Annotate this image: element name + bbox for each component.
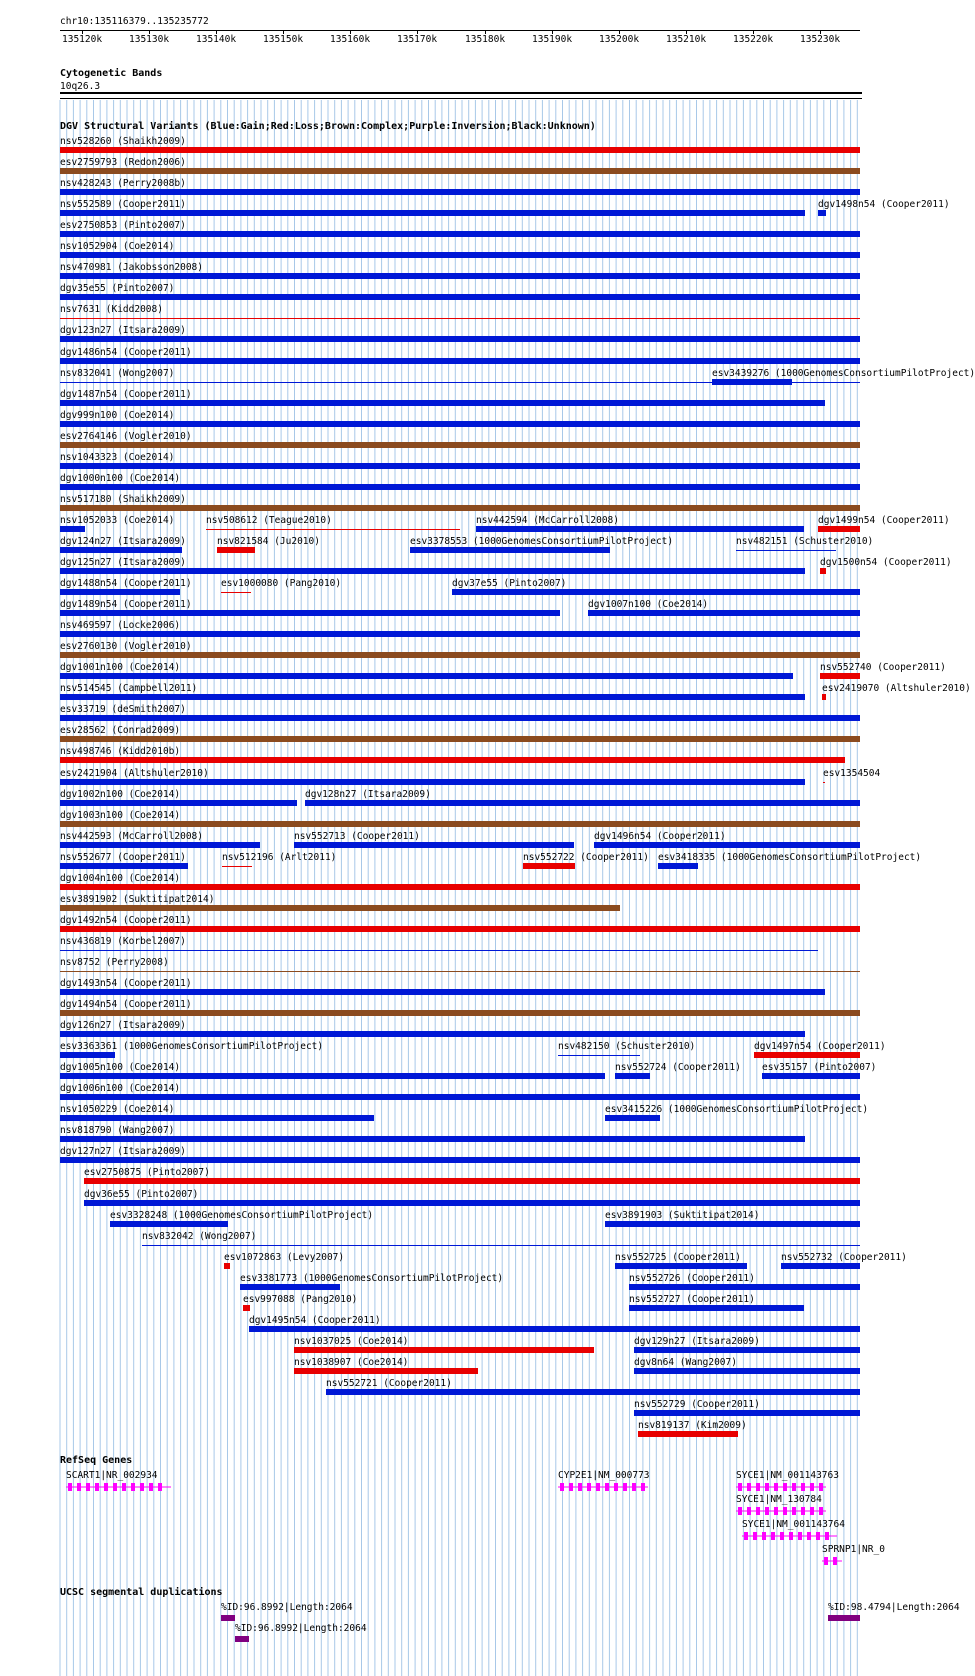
refseq-track-title: RefSeq Genes [60,1455,133,1466]
variant-label[interactable]: nsv482150 (Schuster2010) [558,1041,696,1053]
variant-bar[interactable] [523,863,575,869]
variant-label[interactable]: nsv552729 (Cooper2011) [634,1399,760,1410]
variant-label[interactable]: esv2760130 (Vogler2010) [60,641,192,653]
variant-bar[interactable] [410,547,610,553]
ruler-tick-label: 135190k [532,34,573,45]
variant-bar[interactable] [588,610,860,616]
variant-bar[interactable] [60,673,793,679]
variant-label[interactable]: nsv1038907 (Coe2014) [294,1356,409,1368]
variant-label[interactable]: nsv428243 (Perry2008b) [60,178,186,190]
variant-label[interactable]: nsv821584 (Ju2010) [217,535,320,547]
variant-label[interactable]: dgv128n27 (Itsara2009) [305,788,431,800]
variant-label[interactable]: esv2419070 (Altshuler2010) [822,683,971,695]
variant-label[interactable]: dgv123n27 (Itsara2009) [60,325,186,337]
cytoband-track-title: Cytogenetic Bands [60,68,163,79]
gene-model[interactable] [736,1482,826,1492]
variant-bar[interactable] [60,1136,805,1142]
variant-label[interactable]: dgv1489n54 (Cooper2011) [60,599,192,611]
variant-label[interactable]: esv3378553 (1000GenomesConsortiumPilotProject) [410,535,674,547]
variant-label[interactable]: nsv1052033 (Coe2014) [60,514,175,526]
variant-bar[interactable] [60,252,860,258]
ruler-tick-label: 135200k [599,34,640,45]
variant-label[interactable]: nsv470981 (Jakobsson2008) [60,262,203,274]
variant-label[interactable]: nsv1037025 (Coe2014) [294,1335,409,1347]
variant-label[interactable]: esv3418335 (1000GenomesConsortiumPilotProject) [658,851,922,863]
variant-bar[interactable] [634,1410,860,1416]
variant-bar[interactable] [294,1368,478,1374]
variant-label[interactable]: dgv1488n54 (Cooper2011) [60,578,192,590]
variant-label[interactable]: dgv1001n100 (Coe2014) [60,662,181,674]
ruler-tick-label: 135130k [129,34,170,45]
variant-bar[interactable] [823,782,825,783]
ruler-tick-label: 135170k [397,34,438,45]
variant-bar[interactable] [629,1284,860,1290]
segdup-label[interactable]: %ID:96.8992|Length:2064 [235,1623,367,1634]
variant-bar[interactable] [84,1200,860,1206]
variant-label[interactable]: dgv1486n54 (Cooper2011) [60,346,192,358]
variant-label[interactable]: dgv1494n54 (Cooper2011) [60,999,192,1011]
variant-label[interactable]: dgv1496n54 (Cooper2011) [594,830,726,842]
variant-bar[interactable] [249,1326,860,1332]
variant-bar[interactable] [222,866,252,867]
variant-label[interactable]: dgv8n64 (Wang2007) [634,1356,737,1368]
variant-label[interactable]: nsv818790 (Wang2007) [60,1125,175,1137]
variant-label[interactable]: nsv552732 (Cooper2011) [781,1251,907,1263]
variant-label[interactable]: dgv1498n54 (Cooper2011) [818,199,950,211]
variant-bar[interactable] [658,863,698,869]
variant-bar[interactable] [822,694,826,700]
variant-label[interactable]: nsv1052904 (Coe2014) [60,241,175,253]
variant-bar[interactable] [60,950,818,951]
variant-label[interactable]: dgv999n100 (Coe2014) [60,409,175,421]
variant-bar[interactable] [638,1431,738,1437]
variant-label[interactable]: dgv1497n54 (Cooper2011) [754,1041,886,1053]
variant-bar[interactable] [60,800,297,806]
variant-bar[interactable] [60,1073,605,1079]
variant-bar[interactable] [60,231,860,237]
variant-bar[interactable] [60,547,182,553]
variant-bar[interactable] [452,589,860,595]
variant-bar[interactable] [294,1347,594,1353]
variant-bar[interactable] [605,1115,660,1121]
variant-bar[interactable] [60,484,860,490]
gene-label[interactable]: SYCE1|NM_130784 [736,1494,822,1505]
gene-model[interactable] [822,1556,842,1566]
variant-label[interactable]: esv3363361 (1000GenomesConsortiumPilotProject) [60,1041,324,1053]
variant-bar[interactable] [60,568,805,574]
variant-label[interactable]: dgv129n27 (Itsara2009) [634,1335,760,1347]
variant-label[interactable]: nsv436819 (Korbel2007) [60,935,186,947]
variant-label[interactable]: nsv1043323 (Coe2014) [60,451,175,463]
variant-bar[interactable] [60,358,860,364]
gene-model[interactable] [742,1531,837,1541]
variant-bar[interactable] [60,715,860,721]
variant-bar[interactable] [762,1073,860,1079]
variant-label[interactable]: dgv127n27 (Itsara2009) [60,1146,186,1158]
variant-label[interactable]: nsv442593 (McCarroll2008) [60,830,203,842]
variant-label[interactable]: nsv552721 (Cooper2011) [326,1377,452,1389]
variant-bar[interactable] [60,610,560,616]
dgv-track-title: DGV Structural Variants (Blue:Gain;Red:Loss;Brown:Complex;Purple:Inversion;Black:Unknown) [60,121,596,132]
variant-bar[interactable] [60,400,825,406]
variant-label[interactable]: nsv552725 (Cooper2011) [615,1251,741,1263]
variant-label[interactable]: esv33719 (deSmith2007) [60,704,186,716]
variant-bar[interactable] [60,463,860,469]
ruler-tick-label: 135160k [330,34,371,45]
variant-label[interactable]: dgv1006n100 (Coe2014) [60,1083,181,1095]
variant-bar[interactable] [305,800,860,806]
variant-label[interactable]: nsv552727 (Cooper2011) [629,1293,755,1305]
variant-bar[interactable] [60,905,620,911]
variant-bar[interactable] [60,884,860,890]
segdup-label[interactable]: %ID:98.4794|Length:2064 [828,1602,960,1613]
variant-bar[interactable] [60,189,860,195]
variant-bar[interactable] [60,821,860,827]
variant-bar[interactable] [84,1178,860,1184]
variant-label[interactable]: nsv442594 (McCarroll2008) [476,514,619,526]
variant-bar[interactable] [60,971,860,972]
ruler-tick-label: 135180k [465,34,506,45]
gene-label[interactable]: SPRNP1|NR_0 [822,1544,885,1555]
variant-label[interactable]: nsv552724 (Cooper2011) [615,1062,741,1074]
variant-label[interactable]: esv3415226 (1000GenomesConsortiumPilotProject) [605,1104,869,1116]
variant-label[interactable]: esv35157 (Pinto2007) [762,1062,877,1074]
variant-label[interactable]: nsv512196 (Arlt2011) [222,851,337,863]
variant-bar[interactable] [558,1055,640,1056]
variant-label[interactable]: esv2764146 (Vogler2010) [60,430,192,442]
variant-label[interactable]: dgv1499n54 (Cooper2011) [818,514,950,526]
gene-model[interactable] [558,1482,648,1492]
variant-label[interactable]: esv2421904 (Altshuler2010) [60,767,209,779]
variant-label[interactable]: dgv126n27 (Itsara2009) [60,1020,186,1032]
variant-bar[interactable] [60,1031,805,1037]
segdup-bar[interactable] [235,1636,249,1642]
variant-label[interactable]: esv2750875 (Pinto2007) [84,1167,210,1179]
variant-bar[interactable] [818,210,826,216]
variant-bar[interactable] [60,736,860,742]
variant-bar[interactable] [60,442,860,448]
variant-label[interactable]: nsv552726 (Cooper2011) [629,1272,755,1284]
variant-bar[interactable] [60,1094,860,1100]
variant-label[interactable]: dgv125n27 (Itsara2009) [60,557,186,568]
variant-bar[interactable] [294,842,574,848]
variant-bar[interactable] [820,568,826,574]
variant-label[interactable]: dgv1004n100 (Coe2014) [60,872,181,884]
gene-label[interactable]: SCART1|NR_002934 [66,1470,158,1481]
ruler-tick-label: 135120k [62,34,103,45]
variant-label[interactable]: nsv819137 (Kim2009) [638,1420,747,1432]
variant-bar[interactable] [206,529,460,530]
variant-bar[interactable] [60,168,860,174]
variant-bar[interactable] [60,1157,860,1163]
gene-label[interactable]: SYCE1|NM_001143763 [736,1470,839,1481]
variant-bar[interactable] [605,1221,860,1227]
variant-label[interactable]: dgv1003n100 (Coe2014) [60,809,181,821]
variant-bar[interactable] [221,592,251,593]
region-title: chr10:135116379..135235772 [60,16,209,27]
variant-bar[interactable] [60,526,85,532]
variant-label[interactable]: esv2759793 (Redon2006) [60,157,186,169]
variant-bar[interactable] [818,526,860,532]
variant-bar[interactable] [60,336,860,342]
cytoband-border [60,98,862,99]
variant-bar[interactable] [60,779,805,785]
variant-label[interactable]: esv3891903 (Suktitipat2014) [605,1209,760,1221]
variant-bar[interactable] [60,757,845,763]
ruler-tick-label: 135210k [666,34,707,45]
variant-bar[interactable] [217,547,255,553]
variant-label[interactable]: dgv37e55 (Pinto2007) [452,578,567,590]
variant-bar[interactable] [60,147,860,153]
variant-label[interactable]: esv1072863 (Levy2007) [224,1251,345,1263]
variant-bar[interactable] [615,1073,650,1079]
variant-label[interactable]: nsv832041 (Wong2007) [60,367,175,379]
variant-bar[interactable] [142,1245,860,1246]
variant-label[interactable]: dgv35e55 (Pinto2007) [60,283,175,295]
variant-label[interactable]: nsv517180 (Shaikh2009) [60,493,186,505]
variant-bar[interactable] [594,842,860,848]
variant-bar[interactable] [60,989,825,995]
variant-label[interactable]: esv3328248 (1000GenomesConsortiumPilotProject) [110,1209,374,1221]
variant-label[interactable]: nsv508612 (Teague2010) [206,514,332,526]
variant-bar[interactable] [60,631,860,637]
variant-bar[interactable] [634,1368,860,1374]
variant-bar[interactable] [60,694,805,700]
variant-bar[interactable] [820,673,860,679]
variant-label[interactable]: nsv7631 (Kidd2008) [60,304,163,316]
ruler-tick-label: 135220k [733,34,774,45]
variant-bar[interactable] [326,1389,860,1395]
variant-label[interactable]: dgv36e55 (Pinto2007) [84,1188,199,1200]
variant-bar[interactable] [476,526,804,532]
variant-bar[interactable] [60,863,188,869]
variant-bar[interactable] [60,318,860,319]
variant-bar[interactable] [712,379,792,385]
variant-label[interactable]: nsv832042 (Wong2007) [142,1230,257,1242]
variant-label[interactable]: nsv469597 (Locke2006) [60,620,181,632]
variant-bar[interactable] [736,550,836,551]
variant-bar[interactable] [224,1263,230,1269]
variant-label[interactable]: dgv124n27 (Itsara2009) [60,535,186,547]
gene-label[interactable]: CYP2E1|NM_000773 [558,1470,650,1481]
gene-model[interactable] [736,1506,826,1516]
variant-label[interactable]: nsv552677 (Cooper2011) [60,851,186,863]
variant-label[interactable]: nsv552740 (Cooper2011) [820,662,946,674]
variant-label[interactable]: nsv482151 (Schuster2010) [736,535,874,547]
variant-bar[interactable] [629,1305,804,1311]
variant-bar[interactable] [781,1263,860,1269]
variant-bar[interactable] [240,1284,340,1290]
variant-bar[interactable] [60,273,860,279]
variant-label[interactable]: dgv1007n100 (Coe2014) [588,599,709,611]
variant-label[interactable]: nsv552589 (Cooper2011) [60,199,186,211]
variant-bar[interactable] [60,210,805,216]
variant-bar[interactable] [60,1052,115,1058]
variant-bar[interactable] [243,1305,250,1311]
variant-bar[interactable] [634,1347,860,1353]
variant-label[interactable]: esv3381773 (1000GenomesConsortiumPilotProject) [240,1272,504,1284]
variant-bar[interactable] [60,1115,374,1121]
variant-label[interactable]: dgv1493n54 (Cooper2011) [60,978,192,989]
variant-label[interactable]: dgv1005n100 (Coe2014) [60,1062,181,1074]
variant-label[interactable]: dgv1492n54 (Cooper2011) [60,914,192,926]
variant-label[interactable]: nsv514545 (Campbell2011) [60,683,198,695]
variant-label[interactable]: esv3891902 (Suktitipat2014) [60,893,215,905]
segdup-bar[interactable] [828,1615,860,1621]
variant-bar[interactable] [60,505,860,511]
variant-label[interactable]: nsv1050229 (Coe2014) [60,1104,175,1116]
variant-bar[interactable] [60,421,860,427]
variant-bar[interactable] [60,1010,860,1016]
variant-label[interactable]: dgv1495n54 (Cooper2011) [249,1314,381,1326]
variant-label[interactable]: nsv528260 (Shaikh2009) [60,136,186,147]
ruler-tick-label: 135140k [196,34,237,45]
variant-bar[interactable] [110,1221,228,1227]
variant-label[interactable]: esv2750853 (Pinto2007) [60,220,186,232]
variant-bar[interactable] [60,294,860,300]
variant-label[interactable]: dgv1002n100 (Coe2014) [60,788,181,800]
variant-label[interactable]: nsv8752 (Perry2008) [60,956,169,968]
cytoband-bar [60,92,862,94]
segdup-track-title: UCSC segmental duplications [60,1587,223,1598]
variant-label[interactable]: esv1354504 [823,767,881,779]
variant-label[interactable]: dgv1500n54 (Cooper2011) [820,557,952,568]
variant-label[interactable]: esv3439276 (1000GenomesConsortiumPilotProject) [712,367,975,379]
ruler-tick-label: 135150k [263,34,304,45]
variant-label[interactable]: dgv1000n100 (Coe2014) [60,472,181,484]
cytoband-label: 10q26.3 [60,81,101,92]
gene-label[interactable]: SYCE1|NM_001143764 [742,1519,845,1530]
ruler-tick-label: 135230k [800,34,841,45]
variant-label[interactable]: esv1000080 (Pang2010) [221,578,342,590]
segdup-label[interactable]: %ID:96.8992|Length:2064 [221,1602,353,1613]
variant-bar[interactable] [60,926,860,932]
variant-bar[interactable] [60,652,860,658]
segdup-bar[interactable] [221,1615,235,1621]
variant-label[interactable]: nsv552713 (Cooper2011) [294,830,420,842]
variant-label[interactable]: nsv498746 (Kidd2010b) [60,746,181,758]
variant-label[interactable]: esv997088 (Pang2010) [243,1293,358,1305]
gene-model[interactable] [66,1482,171,1492]
variant-label[interactable]: dgv1487n54 (Cooper2011) [60,388,192,400]
variant-bar[interactable] [754,1052,860,1058]
variant-label[interactable]: nsv552722 (Cooper2011) [523,851,649,863]
variant-label[interactable]: esv28562 (Conrad2009) [60,725,181,737]
variant-bar[interactable] [60,589,180,595]
variant-bar[interactable] [60,842,260,848]
variant-bar[interactable] [615,1263,747,1269]
ruler-axis [60,30,860,31]
